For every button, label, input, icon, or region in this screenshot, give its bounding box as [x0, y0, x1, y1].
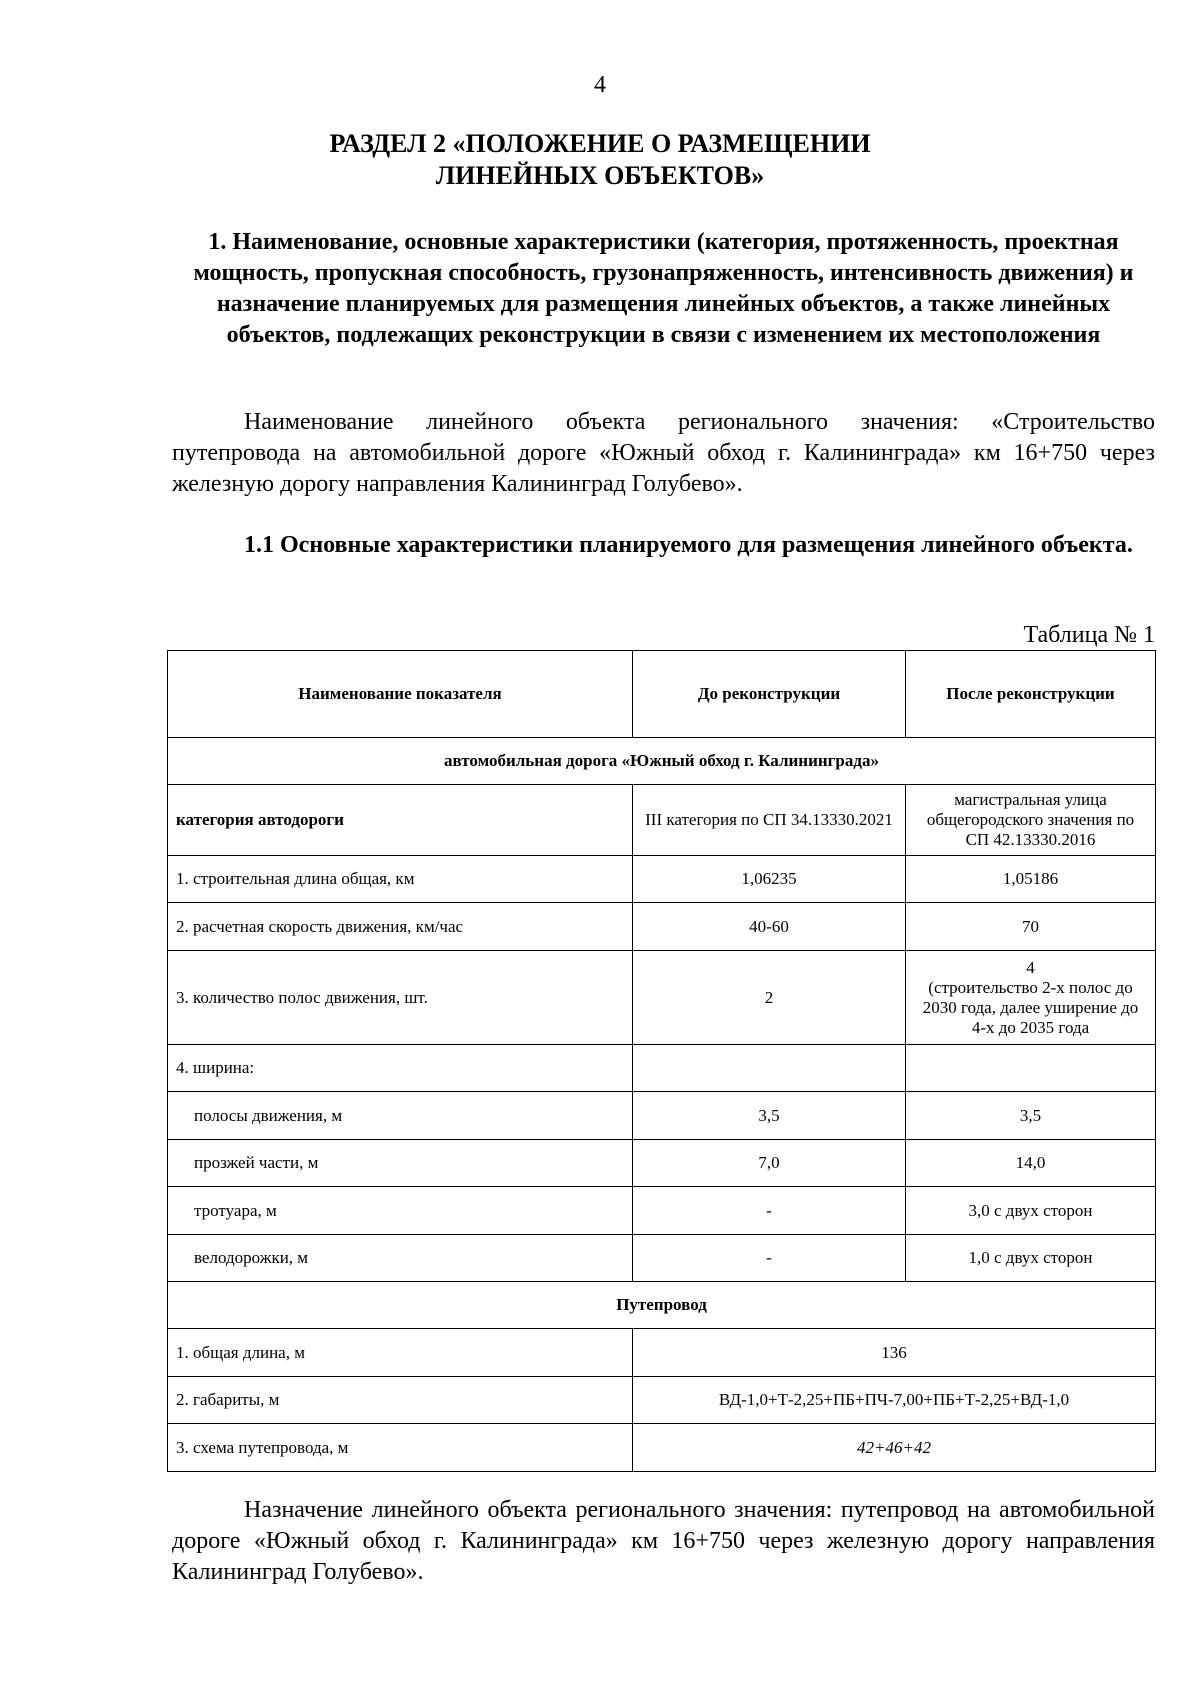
overpass-row-value: 42+46+42: [633, 1424, 1156, 1472]
lanes-label: 3. количество полос движения, шт.: [168, 951, 633, 1045]
lanes-after: [906, 951, 1156, 1045]
width-row-after: 14,0: [906, 1140, 1156, 1187]
header-after: После реконструкции: [906, 651, 1156, 738]
width-after-empty: [906, 1045, 1156, 1092]
width-row-label: тротуара, м: [168, 1187, 633, 1235]
row-before: 1,06235: [633, 856, 906, 903]
table-row: [168, 1140, 1156, 1187]
width-row-before: -: [633, 1187, 906, 1235]
table-header-row: [168, 651, 1156, 738]
purpose-paragraph: Назначение линейного объекта регионального значения: путепровод на автомобильной дороге «Южный обход г. Калининграда» км 16+750 через железную дорогу направления Калининград Голубево».: [172, 1497, 1155, 1585]
width-row-label: прозжей части, м: [168, 1140, 633, 1187]
table-row: [168, 1329, 1156, 1377]
object-name-paragraph: Наименование линейного объекта регионального значения: «Строительство путепровода на автомобильной дороге «Южный обход г. Калининграда» км 16+750 через железную дорогу направления Калининград Голубево».: [172, 409, 1155, 497]
width-before-empty: [633, 1045, 906, 1092]
row-after: 70: [906, 903, 1156, 951]
lanes-before: 2: [633, 951, 906, 1045]
width-row-after: 3,5: [906, 1092, 1156, 1140]
row-after: 1,05186: [906, 856, 1156, 903]
section-title-line-2: ЛИНЕЙНЫХ ОБЪЕКТОВ»: [435, 161, 765, 190]
table-row: [168, 1235, 1156, 1282]
group-road-label: автомобильная дорога «Южный обход г. Калининграда»: [168, 738, 1156, 785]
width-row-after: 3,0 с двух сторон: [906, 1187, 1156, 1235]
table-caption: Таблица № 1: [1023, 622, 1155, 648]
header-indicator: Наименование показателя: [168, 651, 633, 738]
lanes-after-note: (строительство 2-х полос до 2030 года, далее уширение до 4-х до 2035 года: [922, 977, 1139, 1037]
table-row: [168, 1377, 1156, 1424]
table-row-lanes: [168, 951, 1156, 1045]
width-label: 4. ширина:: [168, 1045, 633, 1092]
subsection-1-1-title: 1.1 Основные характеристики планируемого для размещения линейного объекта.: [244, 532, 1133, 558]
road-category-before: III категория по СП 34.13330.2021: [633, 785, 906, 856]
width-row-before: 3,5: [633, 1092, 906, 1140]
group-overpass-label: Путепровод: [168, 1282, 1156, 1329]
header-before: До реконструкции: [633, 651, 906, 738]
page-number: 4: [594, 72, 606, 98]
table-row: [168, 903, 1156, 951]
section-title: [170, 128, 1030, 192]
characteristics-table: [167, 650, 1156, 1472]
lanes-after-value: 4: [1026, 957, 1035, 977]
overpass-row-label: 3. схема путепровода, м: [168, 1424, 633, 1472]
table-row-width: [168, 1045, 1156, 1092]
row-label: 1. строительная длина общая, км: [168, 856, 633, 903]
table-row: [168, 1092, 1156, 1140]
overpass-row-value: 136: [633, 1329, 1156, 1377]
row-before: 40-60: [633, 903, 906, 951]
table-row: [168, 1424, 1156, 1472]
width-row-after: 1,0 с двух сторон: [906, 1235, 1156, 1282]
width-row-label: полосы движения, м: [168, 1092, 633, 1140]
group-row-overpass: [168, 1282, 1156, 1329]
subsection-1-title: 1. Наименование, основные характеристики (категория, протяженность, проектная мощность, пропускная способность, грузонапряженность, интенсивность движения) и назначение планируемых для размещения линейных объектов, а также линейных объектов, подлежащих реконструкции в связи с изменением их местоположения: [193, 229, 1134, 348]
table-row-road-category: [168, 785, 1156, 856]
section-title-line-1: РАЗДЕЛ 2 «ПОЛОЖЕНИЕ О РАЗМЕЩЕНИИ: [329, 129, 871, 158]
group-row-road: [168, 738, 1156, 785]
overpass-row-label: 2. габариты, м: [168, 1377, 633, 1424]
width-row-label: велодорожки, м: [168, 1235, 633, 1282]
overpass-row-label: 1. общая длина, м: [168, 1329, 633, 1377]
road-category-after: магистральная улица общегородского значения по СП 42.13330.2016: [906, 785, 1156, 856]
width-row-before: -: [633, 1235, 906, 1282]
overpass-row-value: ВД-1,0+Т-2,25+ПБ+ПЧ-7,00+ПБ+Т-2,25+ВД-1,0: [633, 1377, 1156, 1424]
table-row: [168, 1187, 1156, 1235]
width-row-before: 7,0: [633, 1140, 906, 1187]
road-category-label: категория автодороги: [168, 785, 633, 856]
row-label: 2. расчетная скорость движения, км/час: [168, 903, 633, 951]
table-row: [168, 856, 1156, 903]
